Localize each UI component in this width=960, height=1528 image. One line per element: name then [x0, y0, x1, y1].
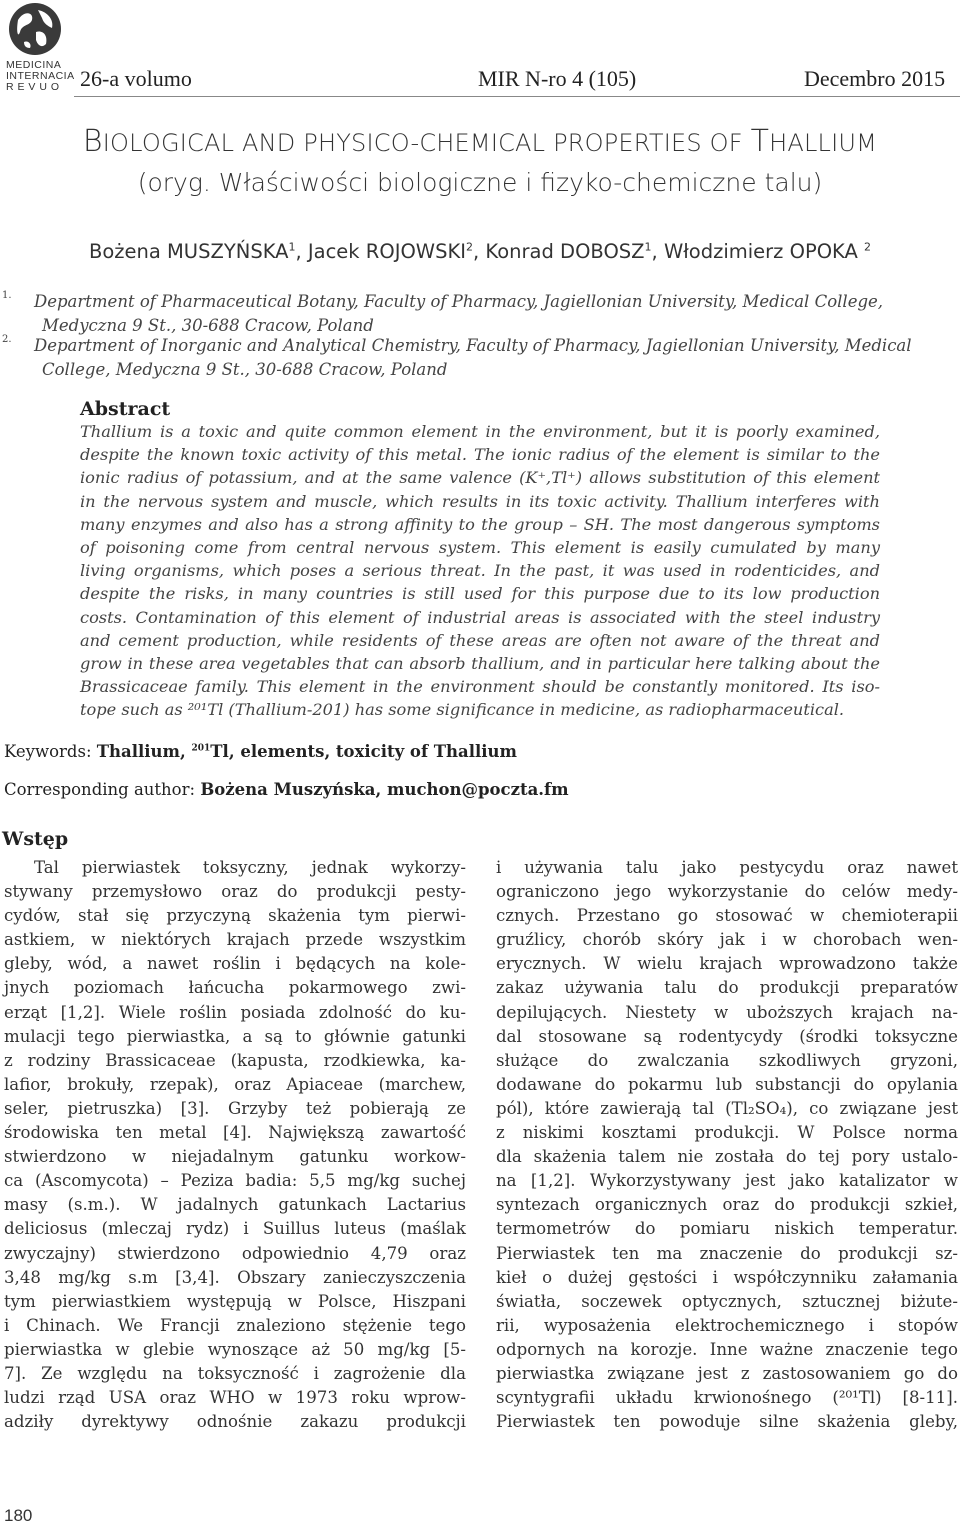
body-line: gruźlicy, chorób skóry jak i w chorobach wen-: [496, 930, 958, 950]
body-line: służące do zwalczania szkodliwych gryzoni,: [496, 1050, 958, 1070]
body-line: pól), które zawierają tal (Tl₂SO₄), co związane jest: [496, 1098, 958, 1118]
article-title: BIOLOGICAL AND PHYSICO-CHEMICAL PROPERTIES OF THALLIUM: [82, 124, 878, 159]
author-list: Bożena MUSZYŃSKA$^1$, Jacek ROJOWSKI$^2$, Konrad DOBOSZ$^1$, Włodzimierz OPOKA $^2$: [88, 240, 872, 263]
body-line: pierwiastka w glebie wynoszące aż 50 mg/kg [5-: [4, 1339, 466, 1359]
body-line: dodawane do pokarmu lub substancji do opylania: [496, 1074, 958, 1094]
body-column-right: [496, 856, 958, 1434]
body-line: jnych poziomach łańcucha pokarmowego zwi-: [4, 978, 466, 998]
body-line: na [1,2]. Wykorzystywany jest jako katalizator w: [496, 1171, 958, 1191]
body-line: stywany przemysłowo oraz do produkcji pesty-: [4, 882, 466, 902]
body-line: i używania talu jako pestycydu oraz nawet: [496, 858, 958, 877]
abstract-line: many enzymes and also has a strong affinity to the group – SH. The most dangerous symptoms: [80, 514, 880, 534]
body-line: mulacji tego pierwiastka, a są to głównie gatunki: [4, 1026, 466, 1046]
body-line: tym pierwiastkiem występują w Polsce, Hiszpani: [4, 1291, 466, 1311]
body-line: ograniczono jego wykorzystanie do celów medy-: [496, 882, 958, 902]
author-name: Bożena MUSZYŃSKA: [88, 240, 289, 263]
body-line: pierwiastka związane jest z zastosowaniem go do: [496, 1363, 958, 1383]
body-line: lafior, brokuły, rzepak), oraz Apiaceae (marchew,: [4, 1074, 466, 1094]
abstract-line: grow in these area vegetables that can absorb thallium, and in particular here talking about the: [80, 653, 880, 673]
body-line: seler, pietruszka) [3]. Grzyby też pobierają ze: [4, 1098, 466, 1118]
body-line: rii, wyposażenia elektrochemicznego i stopów: [496, 1315, 958, 1335]
keywords-label: Keywords:: [4, 742, 92, 761]
header-rule: [74, 96, 960, 97]
abstract-heading: Abstract: [80, 398, 171, 420]
journal-logo: [2, 2, 75, 94]
abstract-line: in the nervous system and muscle, which results in its toxic activity. Thallium interferes with: [80, 491, 880, 511]
body-line: Tal pierwiastek toksyczny, jednak wykorzy-: [34, 858, 466, 877]
body-line: scyntygrafii układu krwionośnego (²⁰¹Tl) [8-11].: [496, 1388, 958, 1408]
page-number: 180: [4, 1506, 33, 1525]
body-line: i Chinach. We Francji znaleziono stężenie tego: [4, 1315, 466, 1335]
abstract-line: despite the known toxic activity of this metal. The ionic radius of the element is similar to the: [80, 445, 880, 465]
abstract-line: living organisms, which poses a serious threat. In the past, it was used in rodenticides, and: [80, 561, 880, 581]
abstract-body: [80, 420, 880, 721]
keywords: [4, 742, 517, 761]
logo-text-line: INTERNACIA: [6, 70, 75, 82]
body-line: kieł o dużej gęstości i współczynniku załamania: [496, 1267, 958, 1287]
logo-text-line: R E V U O: [6, 81, 60, 93]
body-line: masy (s.m.). W jadalnych gatunkach Lactarius: [4, 1195, 466, 1215]
keywords-value: Thallium, $^{201}$Tl, elements, toxicity of Thallium: [96, 742, 518, 761]
globe-icon: [8, 2, 62, 56]
logo-text-line: MEDICINA: [6, 59, 62, 71]
body-column-left: [4, 856, 466, 1434]
body-line: depilujących. Niestety w uboższych krajach na-: [496, 1002, 958, 1022]
body-line: zwyczajny) stwierdzono odpowiednio 4,79 oraz: [4, 1243, 466, 1263]
body-line: adziły dyrektywy odnośnie zakazu produkcji: [4, 1412, 466, 1432]
author-name: Konrad DOBOSZ: [485, 240, 645, 263]
section-heading: Wstęp: [2, 828, 69, 850]
body-line: gleby, wód, a nawet roślin i będących na kole-: [4, 954, 466, 974]
corresponding-label: Corresponding author:: [4, 780, 196, 799]
abstract-line: costs. Contamination of this element of industrial areas is associated with the steel industry: [80, 607, 880, 627]
body-line: światła, soczewek optycznych, sztucznej biżute-: [496, 1291, 958, 1311]
author-name: Jacek ROJOWSKI: [307, 240, 466, 263]
body-line: z niskimi kosztami produkcji. W Polsce norma: [496, 1123, 958, 1143]
corresponding-author: [4, 780, 569, 799]
body-line: cznych. Przestano go stosować w chemioterapii: [496, 906, 958, 926]
body-line: erząt [1,2]. Wiele roślin posiada zdolność do ku-: [4, 1002, 466, 1022]
body-line: cydów, stał się przyczyną skażenia tym pierwi-: [4, 906, 466, 926]
body-line: ludzi rząd USA oraz WHO w 1973 roku wprow-: [4, 1388, 466, 1408]
body-line: erycznych. W wielu krajach wprowadzono także: [496, 954, 958, 974]
body-line: Pierwiastek ten ma znaczenie do produkcji sz-: [496, 1243, 958, 1263]
author-name: Włodzimierz OPOKA: [663, 240, 858, 263]
body-line: termometrów do pomiaru niskich temperatur.: [496, 1219, 958, 1239]
journal-issue: MIR N-ro 4 (105): [478, 66, 637, 91]
abstract-line: tope such as ²⁰¹Tl (Thallium-201) has some significance in medicine, as radiopharmaceutical.: [80, 700, 845, 720]
abstract-line: Thallium is a toxic and quite common element in the environment, but it is poorly examined,: [80, 422, 880, 441]
body-line: deliciosus (mleczaj rydz) i Suillus luteus (maślak: [4, 1219, 466, 1239]
body-line: środowiska ten metal [4]. Największą zawartość: [4, 1123, 466, 1143]
abstract-line: and cement production, while residents of these areas are often not aware of the threat and: [80, 630, 880, 650]
body-line: 7]. Ze względu na toksyczność i zagrożenie dla: [4, 1363, 466, 1383]
body-line: z rodziny Brassicaceae (kapusta, rzodkiewka, ka-: [4, 1050, 466, 1070]
journal-date: Decembro 2015: [804, 66, 946, 91]
body-line: syntezach organicznych oraz do produkcji szkieł,: [496, 1195, 958, 1215]
article-title-original: (oryg. Właściwości biologiczne i fizyko-chemiczne talu): [137, 168, 823, 197]
body-line: dla skażenia talem nie została do tej pory ustalo-: [496, 1147, 958, 1167]
abstract-line: of poisoning come from central nervous system. This element is easily cumulated by many: [80, 537, 880, 557]
body-line: stwierdzono w niejadalnym gatunku workow-: [4, 1147, 466, 1167]
body-line: odpornych na korozje. Inne ważne znaczenie tego: [496, 1339, 958, 1359]
body-line: astkiem, w niektórych krajach przede wszystkim: [4, 930, 466, 950]
abstract-line: despite the risks, in many countries is still used for this purpose due to its low production: [80, 584, 880, 604]
journal-volume: 26-a volumo: [80, 66, 192, 91]
abstract-line: Brassicaceae family. This element in the environment should be constantly monitored. Its iso-: [80, 677, 880, 697]
abstract-line: ionic radius of potassium, and at the same valence (K⁺,Tl⁺) allows substitution of this element: [80, 468, 880, 488]
body-line: Pierwiastek ten powoduje silne skażenia gleby,: [496, 1412, 958, 1432]
body-line: dal stosowane są rodentycydy (środki toksyczne: [496, 1026, 958, 1046]
corresponding-value: Bożena Muszyńska, muchon@poczta.fm: [200, 780, 569, 799]
body-line: ca (Ascomycota) – Peziza badia: 5,5 mg/kg suchej: [4, 1171, 466, 1191]
body-line: zakaz używania talu do produkcji preparatów: [496, 978, 958, 998]
body-line: 3,48 mg/kg s.m [3,4]. Obszary zanieczyszczenia: [4, 1267, 466, 1287]
